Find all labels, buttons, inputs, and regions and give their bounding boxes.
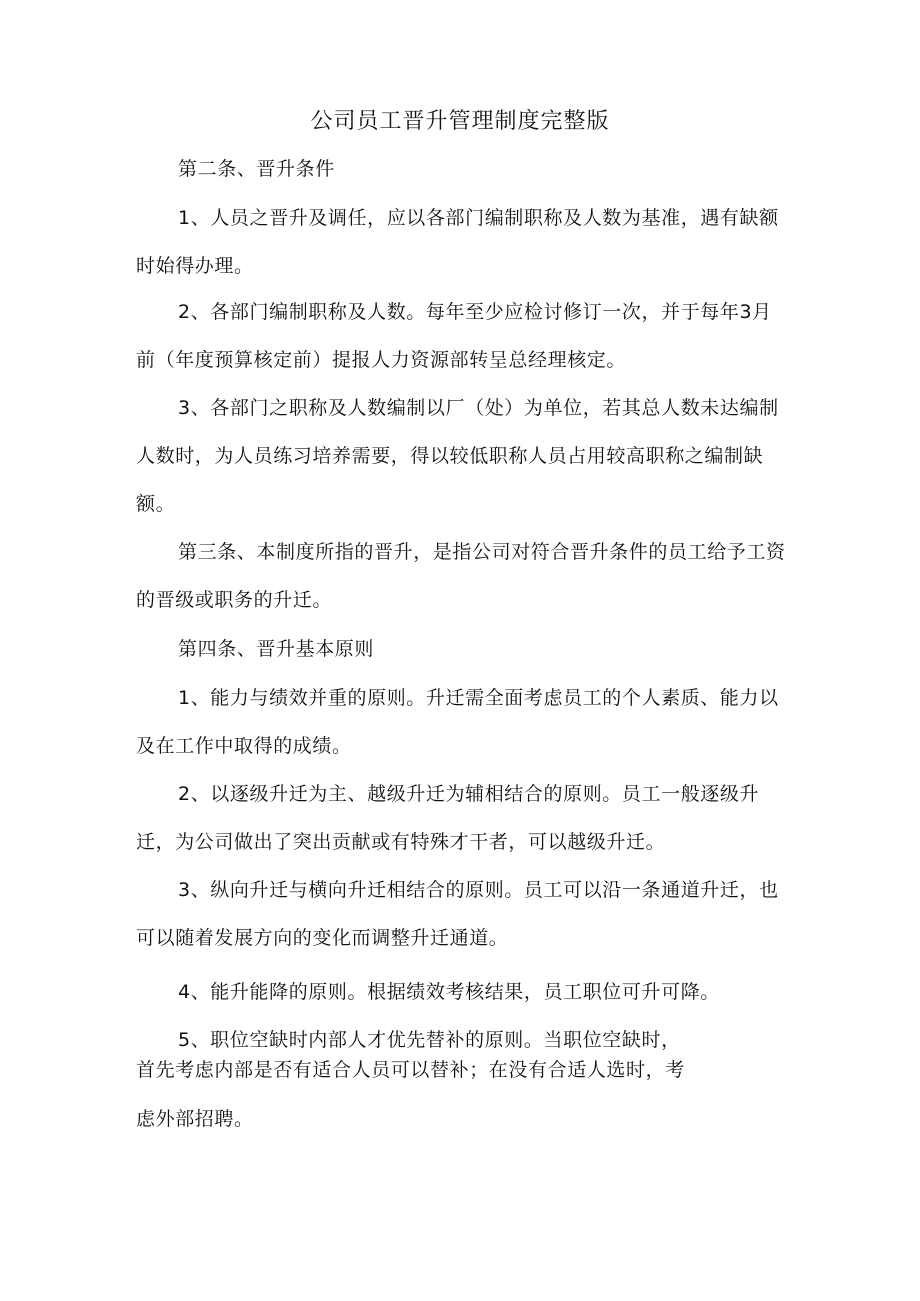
article-4-item-2: 2、以逐级升迁为主、越级升迁为辅相结合的原则。员工一般逐级升迁，为公司做出了突出贡献或有特殊才干者，可以越级升迁。 [136, 783, 760, 853]
article-3: 第三条、本制度所指的晋升，是指公司对符合晋升条件的员工给予工资的晋级或职务的升迁。 [136, 541, 786, 611]
article-4-item-5-line-3: 虑外部招聘。 [136, 1108, 254, 1130]
article-4-item-5-line-1: 5、职位空缺时内部人才优先替补的原则。当职位空缺时， [178, 1029, 681, 1051]
article-2-item-3: 3、各部门之职称及人数编制以厂（处）为单位，若其总人数未达编制人数时，为人员练习培养需要，得以较低职称人员占用较高职称之编制缺额。 [136, 397, 779, 515]
article-4-item-1: 1、能力与绩效并重的原则。升迁需全面考虑员工的个人素质、能力以及在工作中取得的成绩。 [136, 687, 779, 757]
article-2-heading: 第二条、晋升条件 [178, 158, 335, 180]
article-4-item-5-line-2: 首先考虑内部是否有适合人员可以替补；在没有合适人选时，考 [136, 1059, 685, 1081]
article-4-item-4: 4、能升能降的原则。根据绩效考核结果，员工职位可升可降。 [178, 981, 720, 1003]
article-2-item-1: 1、人员之晋升及调任，应以各部门编制职称及人数为基准，遇有缺额时始得办理。 [136, 207, 779, 277]
document-title: 公司员工晋升管理制度完整版 [310, 109, 610, 134]
article-4-heading: 第四条、晋升基本原则 [178, 638, 375, 660]
article-2-item-2: 2、各部门编制职称及人数。每年至少应检讨修订一次，并于每年3月前（年度预算核定前）提报人力资源部转呈总经理核定。 [136, 301, 772, 371]
article-4-item-3: 3、纵向升迁与横向升迁相结合的原则。员工可以沿一条通道升迁，也可以随着发展方向的变化而调整升迁通道。 [136, 879, 779, 949]
